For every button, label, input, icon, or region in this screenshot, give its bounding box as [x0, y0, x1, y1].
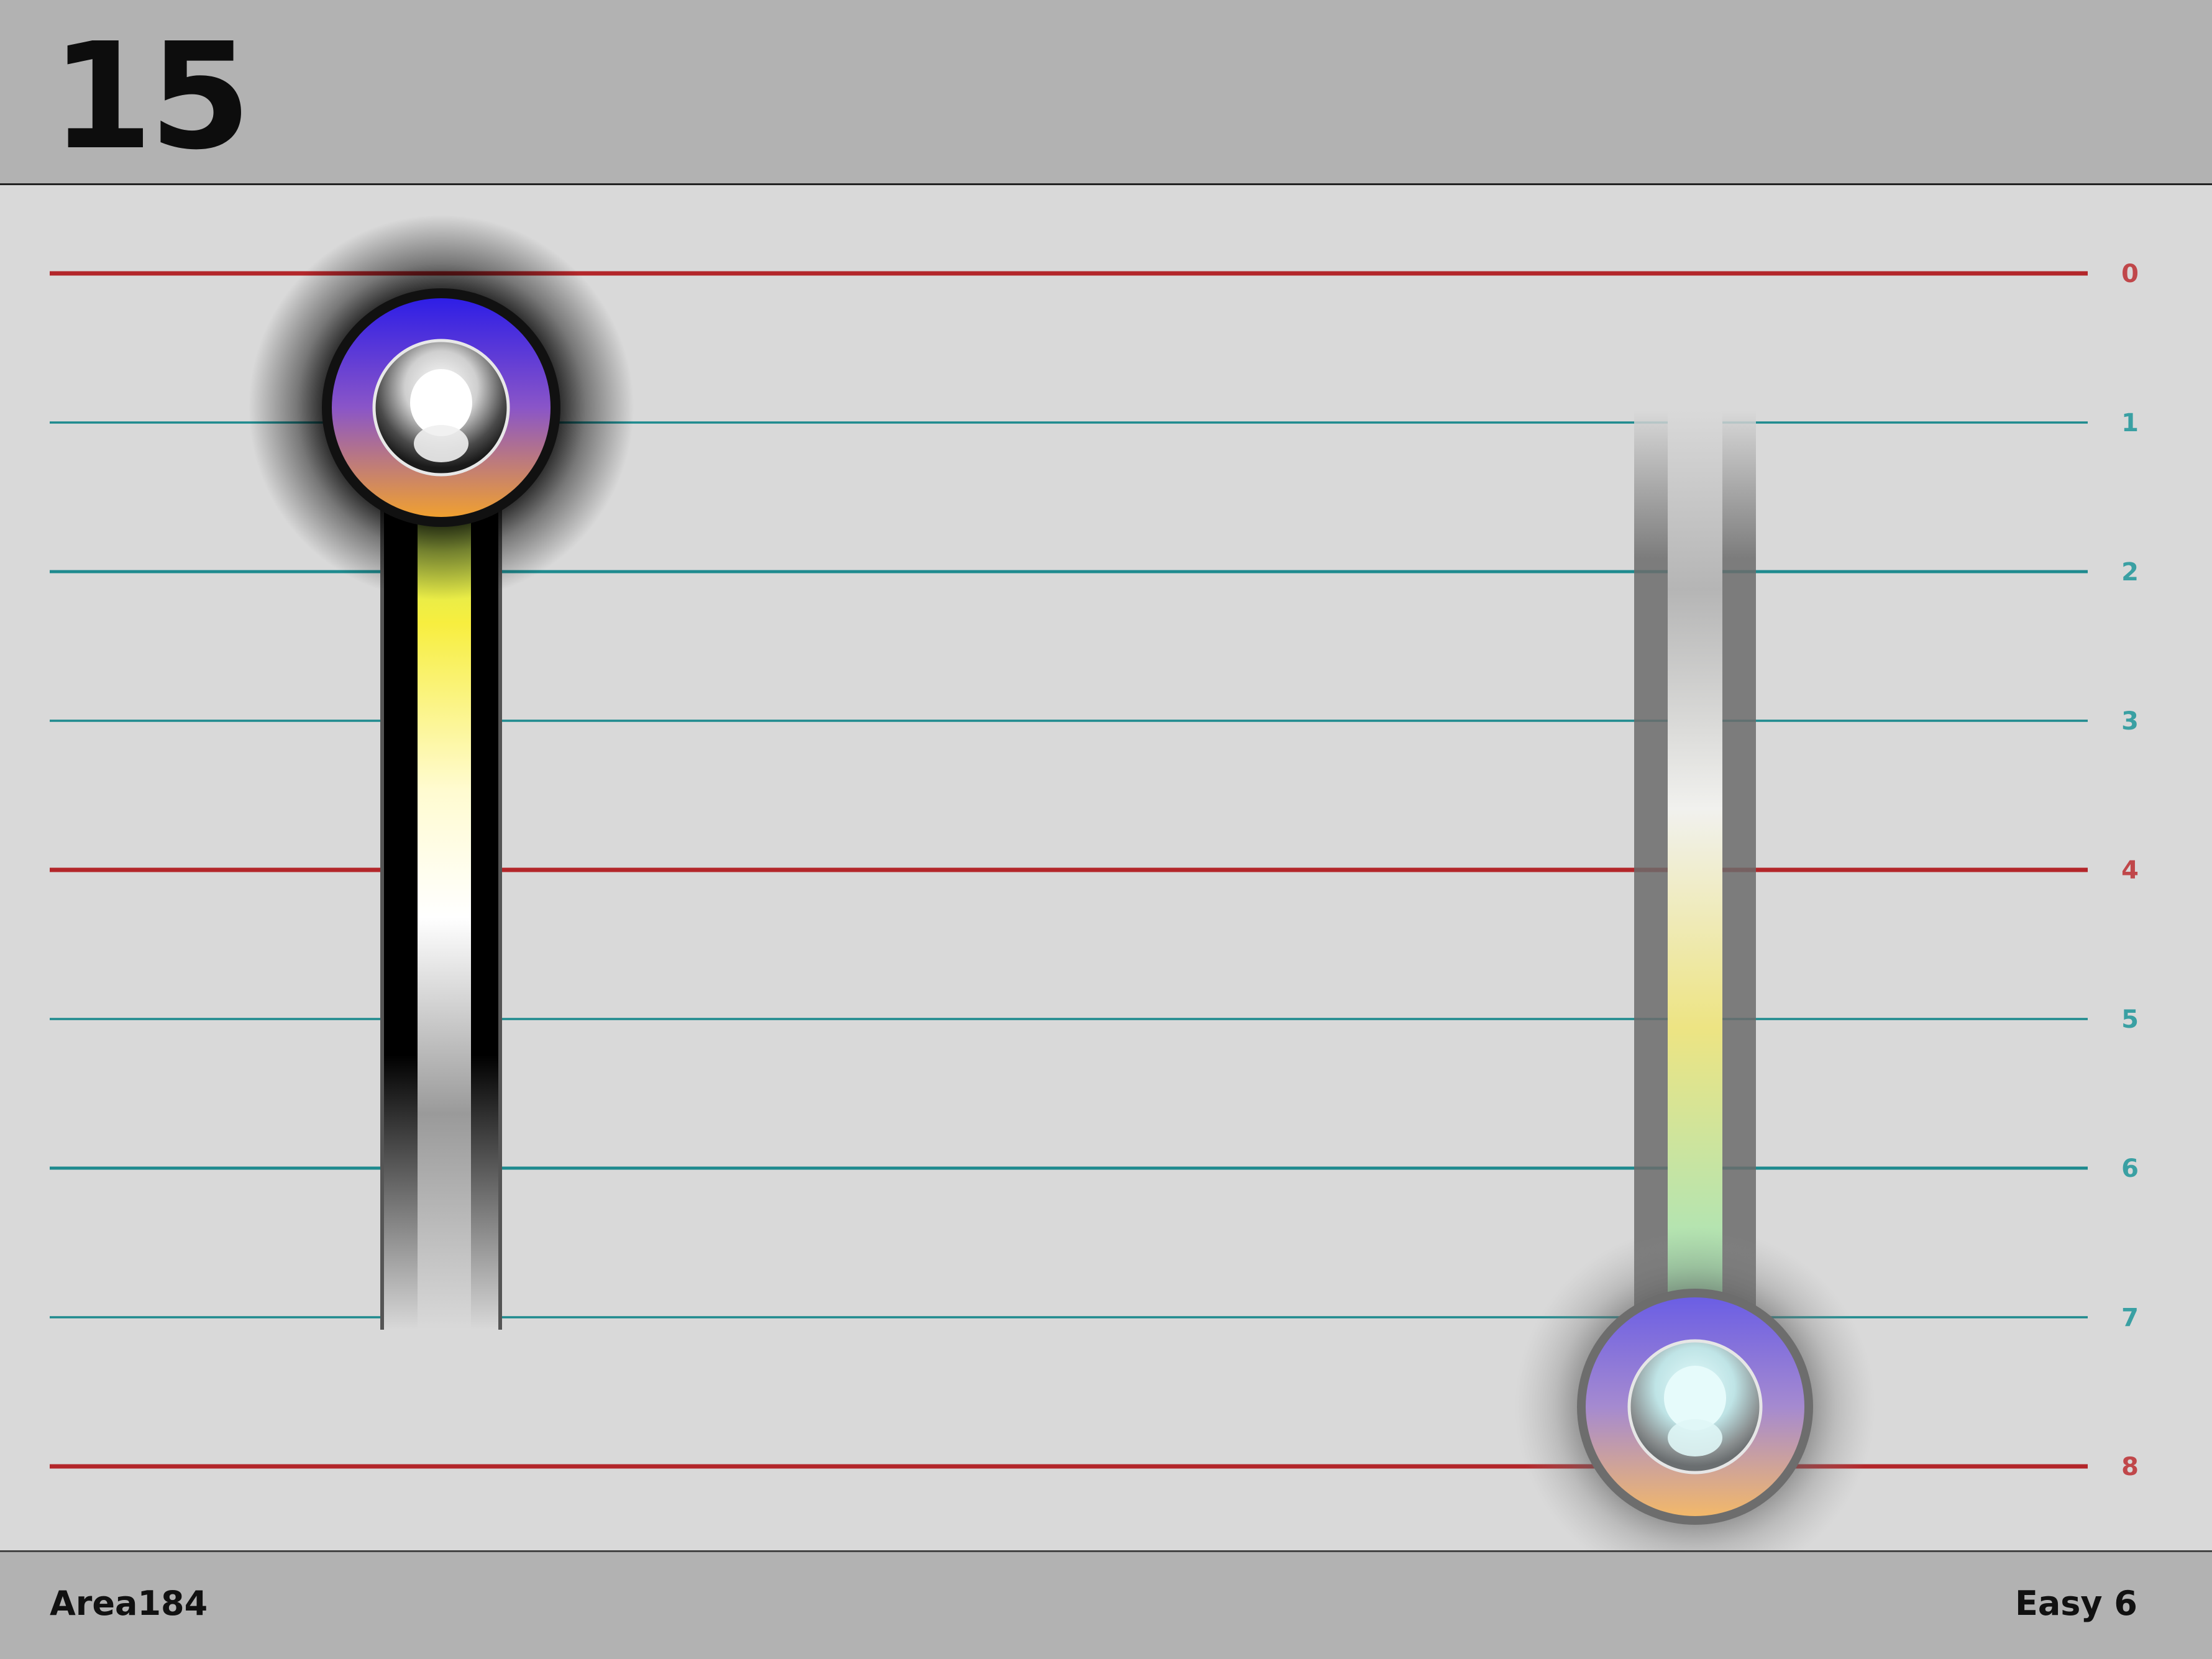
lane-label-7: 7: [2121, 1304, 2139, 1332]
lane-label-6: 6: [2121, 1154, 2139, 1183]
player-right-orb[interactable]: [1515, 1227, 1875, 1587]
lane-label-5: 5: [2121, 1005, 2139, 1034]
lane-label-2: 2: [2121, 558, 2139, 587]
lane-label-8: 8: [2121, 1453, 2139, 1481]
footer-bar: [0, 1550, 2212, 1659]
level-name: Area184: [50, 1584, 208, 1623]
lane-label-4: 4: [2121, 856, 2139, 885]
lane-labels: [2121, 260, 2139, 1481]
difficulty-label: Easy 6: [2014, 1584, 2137, 1623]
player-left-orb[interactable]: [249, 215, 634, 600]
score-counter: 15: [51, 11, 248, 182]
lane-label-3: 3: [2121, 707, 2139, 736]
lane-label-1: 1: [2121, 409, 2139, 437]
lane-label-0: 0: [2121, 260, 2139, 288]
